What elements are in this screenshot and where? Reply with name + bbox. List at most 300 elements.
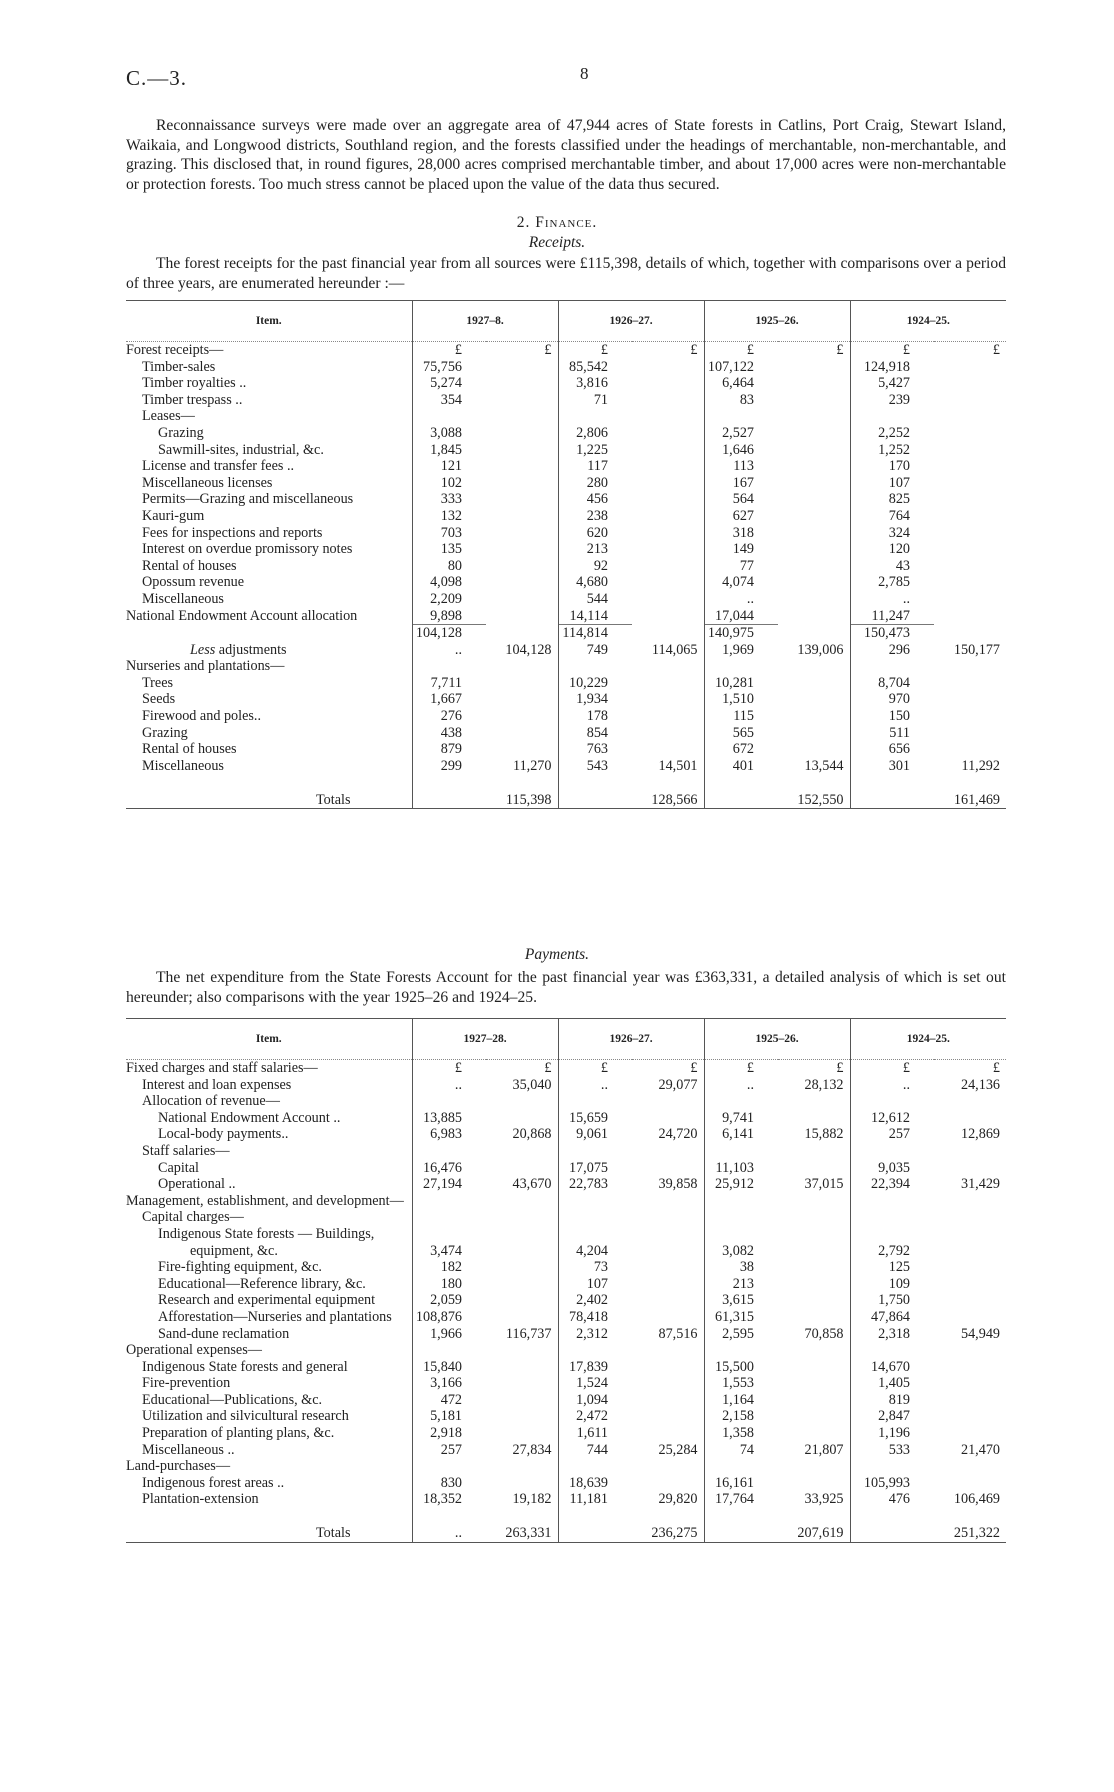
- row-label-text: Timber royalties ..: [142, 375, 247, 392]
- detail-value: 17,044: [704, 608, 778, 625]
- detail-value: 83: [704, 392, 778, 409]
- total-value: [632, 725, 704, 742]
- total-value: [632, 541, 704, 558]
- row-label-text: Sawmill-sites, industrial, &c.: [158, 441, 324, 458]
- total-value: 35,040: [512, 1076, 552, 1093]
- row-label-text: Miscellaneous: [142, 757, 224, 774]
- detail-value: 763: [558, 741, 632, 758]
- detail-value: 150: [850, 708, 934, 725]
- spacer-cell: [850, 774, 934, 784]
- total-value: [632, 525, 704, 542]
- detail-value: 1,252: [850, 442, 934, 459]
- total-value: [934, 1342, 1006, 1359]
- table-row: [126, 1342, 1006, 1359]
- total-value: [486, 558, 558, 575]
- total-value: [778, 658, 850, 675]
- row-label: [126, 1309, 412, 1326]
- total-value: [778, 525, 850, 542]
- row-label: [126, 541, 412, 558]
- total-value: 27,834: [512, 1441, 552, 1458]
- detail-value: 1,553: [704, 1375, 778, 1392]
- total-value: [934, 574, 1006, 591]
- detail-value: 2,209: [412, 591, 486, 608]
- total-value: [486, 1276, 558, 1293]
- table-row: [126, 741, 1006, 758]
- detail-value: 74: [704, 1442, 778, 1459]
- detail-value: [704, 658, 778, 675]
- detail-value: 544: [558, 591, 632, 608]
- row-label: [126, 608, 412, 625]
- detail-value: 239: [850, 392, 934, 409]
- table-row: [126, 458, 1006, 475]
- table-row: [126, 1408, 1006, 1425]
- detail-value: 1,358: [704, 1425, 778, 1442]
- total-value: 21,807: [804, 1441, 844, 1458]
- total-value: [486, 1209, 558, 1226]
- total-value: [486, 1193, 558, 1210]
- column-header-year: 1924–25.: [850, 301, 1006, 342]
- payments-paragraph: The net expenditure from the State Forests Account for the past financial year was £363,331, a detailed analysis of which is set out hereunder; also comparisons with the year 1925–26 and 1924–25.: [126, 969, 1006, 1006]
- row-label: [126, 1110, 412, 1127]
- column-header-year: 1926–27.: [558, 301, 704, 342]
- detail-value: 6,141: [704, 1126, 778, 1143]
- detail-value: 167: [704, 475, 778, 492]
- total-value: [632, 1143, 704, 1160]
- table-row: [126, 1209, 1006, 1226]
- detail-value: 17,075: [558, 1160, 632, 1177]
- total-value: 21,470: [960, 1441, 1000, 1458]
- row-label-text: Miscellaneous ..: [142, 1441, 235, 1458]
- detail-value: 2,792: [850, 1243, 934, 1260]
- total-value: [778, 458, 850, 475]
- total-value: [632, 1093, 704, 1110]
- row-label: [126, 1408, 412, 1425]
- total-value: [632, 1226, 704, 1243]
- row-label-text: Permits—Grazing and miscellaneous: [142, 491, 354, 508]
- row-label: [126, 1276, 412, 1293]
- total-value: [778, 625, 850, 642]
- detail-value: £: [850, 1060, 934, 1077]
- total-value: [632, 1375, 704, 1392]
- detail-value: 107: [850, 475, 934, 492]
- table-row: [126, 1392, 1006, 1409]
- detail-value: 9,035: [850, 1160, 934, 1177]
- total-value: [778, 442, 850, 459]
- total-value: 28,132: [804, 1076, 844, 1093]
- total-value: [934, 1408, 1006, 1425]
- row-label-text: Indigenous State forests and general: [142, 1358, 348, 1375]
- row-label: [126, 442, 412, 459]
- detail-value: 150,473: [850, 625, 934, 642]
- table-row: [126, 525, 1006, 542]
- detail-value: 73: [558, 1259, 632, 1276]
- detail-value: [850, 1226, 934, 1243]
- total-value: [934, 1359, 1006, 1376]
- spacer-cell: [934, 1508, 1006, 1518]
- row-label-text: Opossum revenue: [142, 574, 245, 591]
- detail-value: 2,252: [850, 425, 934, 442]
- detail-value: [412, 1458, 486, 1475]
- total-value: 33,925: [804, 1491, 844, 1508]
- total-value: [632, 1160, 704, 1177]
- total-value: [486, 1309, 558, 1326]
- total-value: [486, 425, 558, 442]
- column-header-year: 1926–27.: [558, 1019, 704, 1060]
- total-value: [778, 558, 850, 575]
- row-label-text: Timber trespass ..: [142, 391, 243, 408]
- row-label-text: Kauri-gum: [142, 507, 205, 524]
- total-value: £: [836, 342, 844, 358]
- total-value: [934, 541, 1006, 558]
- detail-value: [558, 1209, 632, 1226]
- total-value: [632, 475, 704, 492]
- total-value: [934, 625, 1006, 642]
- detail-value: ..: [704, 1077, 778, 1094]
- spacer-cell: [850, 1508, 934, 1518]
- table-row: [126, 1375, 1006, 1392]
- table-row: [126, 1442, 1006, 1459]
- total-value: [934, 1309, 1006, 1326]
- row-label-text: Totals: [316, 791, 351, 808]
- total-value: [934, 1375, 1006, 1392]
- detail-value: £: [704, 1060, 778, 1077]
- detail-value: 2,918: [412, 1425, 486, 1442]
- detail-value: 121: [412, 458, 486, 475]
- row-label-text: Management, establishment, and development—: [126, 1192, 404, 1209]
- detail-value: £: [558, 1060, 632, 1077]
- detail-value: 703: [412, 525, 486, 542]
- row-label: [126, 1342, 412, 1359]
- detail-value: 2,785: [850, 574, 934, 591]
- detail-value: 125: [850, 1259, 934, 1276]
- row-label-text: Less adjustments: [190, 641, 287, 658]
- row-label-text: Rental of houses: [142, 557, 237, 574]
- detail-value: [558, 1093, 632, 1110]
- total-value: 139,006: [797, 641, 844, 658]
- detail-value: £: [558, 342, 632, 359]
- spacer-cell: [934, 774, 1006, 784]
- total-value: [486, 1259, 558, 1276]
- spacer-cell: [778, 774, 850, 784]
- detail-value: 6,464: [704, 375, 778, 392]
- total-value: [778, 725, 850, 742]
- table-row: [126, 1060, 1006, 1077]
- total-value: £: [544, 342, 552, 358]
- spacer-cell: [412, 1508, 486, 1518]
- row-label: [126, 574, 412, 591]
- detail-value: 14,114: [558, 608, 632, 625]
- total-value: [934, 1259, 1006, 1276]
- row-label-text: Firewood and poles..: [142, 708, 262, 725]
- detail-value: 401: [704, 758, 778, 775]
- detail-value: ..: [412, 1518, 486, 1543]
- row-label: [126, 758, 412, 775]
- total-value: [632, 591, 704, 608]
- detail-value: 27,194: [412, 1176, 486, 1193]
- detail-value: 301: [850, 758, 934, 775]
- row-label-text: Operational ..: [158, 1176, 236, 1193]
- total-value: [934, 375, 1006, 392]
- detail-value: 135: [412, 541, 486, 558]
- total-value: 116,737: [505, 1325, 552, 1342]
- detail-value: [704, 1226, 778, 1243]
- detail-value: 15,659: [558, 1110, 632, 1127]
- total-value: [486, 725, 558, 742]
- detail-value: [412, 408, 486, 425]
- total-value: [632, 392, 704, 409]
- row-label: [126, 1160, 412, 1177]
- row-label-text: Land-purchases—: [126, 1458, 231, 1475]
- detail-value: [850, 658, 934, 675]
- row-label: [126, 1518, 412, 1543]
- total-value: [934, 658, 1006, 675]
- total-value: [486, 1392, 558, 1409]
- detail-value: [850, 408, 934, 425]
- detail-value: 120: [850, 541, 934, 558]
- row-label-text: Preparation of planting plans, &c.: [142, 1425, 335, 1442]
- spacer-cell: [126, 1508, 412, 1518]
- total-value: [486, 1292, 558, 1309]
- table-row: [126, 1160, 1006, 1177]
- row-label: [126, 392, 412, 409]
- total-value: [632, 658, 704, 675]
- spacer-cell: [632, 1508, 704, 1518]
- table-row: [126, 425, 1006, 442]
- row-label: [126, 1292, 412, 1309]
- total-value: [486, 675, 558, 692]
- total-value: [934, 1226, 1006, 1243]
- total-value: 12,869: [960, 1126, 1000, 1143]
- table-row: [126, 1326, 1006, 1343]
- detail-value: 71: [558, 392, 632, 409]
- total-value: [632, 1392, 704, 1409]
- total-value: [632, 625, 704, 642]
- total-value: [632, 508, 704, 525]
- detail-value: 472: [412, 1392, 486, 1409]
- total-value: 104,128: [505, 641, 552, 658]
- total-value: 13,544: [804, 757, 844, 774]
- row-label: [126, 625, 412, 642]
- detail-value: 333: [412, 491, 486, 508]
- detail-value: [558, 1193, 632, 1210]
- total-value: [632, 675, 704, 692]
- detail-value: 1,845: [412, 442, 486, 459]
- total-value: 54,949: [960, 1325, 1000, 1342]
- detail-value: 4,098: [412, 574, 486, 591]
- detail-value: 124,918: [850, 359, 934, 376]
- total-value: [778, 1375, 850, 1392]
- row-label: [126, 1475, 412, 1492]
- row-label: [126, 408, 412, 425]
- total-value: [486, 591, 558, 608]
- total-value: 115,398: [486, 784, 558, 809]
- total-value: [632, 1276, 704, 1293]
- total-value: [486, 1425, 558, 1442]
- table-row: [126, 1458, 1006, 1475]
- total-value: [632, 1243, 704, 1260]
- detail-value: 830: [412, 1475, 486, 1492]
- total-value: [632, 1408, 704, 1425]
- total-value: [632, 574, 704, 591]
- detail-value: 2,312: [558, 1326, 632, 1343]
- total-value: £: [690, 1060, 698, 1076]
- total-value: [486, 1458, 558, 1475]
- detail-value: [412, 1209, 486, 1226]
- total-value: [934, 591, 1006, 608]
- row-label-text: Sand-dune reclamation: [158, 1325, 290, 1342]
- detail-value: [704, 1342, 778, 1359]
- total-value: [486, 1143, 558, 1160]
- detail-value: 299: [412, 758, 486, 775]
- total-value: [778, 1425, 850, 1442]
- row-label-text: Grazing: [142, 724, 188, 741]
- total-value: 11,292: [961, 757, 1000, 774]
- detail-value: 25,912: [704, 1176, 778, 1193]
- row-label: [126, 708, 412, 725]
- detail-value: 182: [412, 1259, 486, 1276]
- detail-value: 3,088: [412, 425, 486, 442]
- spacer-row: [126, 1508, 1006, 1518]
- detail-value: [558, 1458, 632, 1475]
- total-value: 152,550: [778, 784, 850, 809]
- detail-value: 276: [412, 708, 486, 725]
- row-label: [126, 1193, 412, 1210]
- row-label: [126, 491, 412, 508]
- detail-value: 16,476: [412, 1160, 486, 1177]
- row-label-text: License and transfer fees ..: [142, 458, 295, 475]
- row-label: [126, 1442, 412, 1459]
- total-value: 20,868: [512, 1126, 552, 1143]
- detail-value: 17,764: [704, 1491, 778, 1508]
- receipts-paragraph: The forest receipts for the past financial year from all sources were £115,398, details of which, together with comparisons over a period of three years, are enumerated hereunder :—: [126, 255, 1006, 292]
- row-label: [126, 1491, 412, 1508]
- total-value: 11,270: [513, 757, 552, 774]
- detail-value: 15,500: [704, 1359, 778, 1376]
- total-value: [934, 691, 1006, 708]
- total-value: [486, 741, 558, 758]
- detail-value: 18,639: [558, 1475, 632, 1492]
- column-header-year: 1927–8.: [412, 301, 558, 342]
- row-label: [126, 1226, 412, 1243]
- total-value: [934, 1276, 1006, 1293]
- table-row: [126, 1259, 1006, 1276]
- detail-value: 15,840: [412, 1359, 486, 1376]
- row-label: [126, 458, 412, 475]
- detail-value: 85,542: [558, 359, 632, 376]
- total-value: [778, 1110, 850, 1127]
- total-value: [778, 1243, 850, 1260]
- total-value: [778, 608, 850, 625]
- detail-value: [412, 1093, 486, 1110]
- detail-value: 6,983: [412, 1126, 486, 1143]
- detail-value: 9,741: [704, 1110, 778, 1127]
- row-label-text: Interest on overdue promissory notes: [142, 541, 353, 558]
- table-row: [126, 475, 1006, 492]
- row-label-text: Fire-prevention: [142, 1375, 231, 1392]
- row-label-text: Plantation-extension: [142, 1491, 259, 1508]
- total-value: [486, 608, 558, 625]
- total-value: [934, 442, 1006, 459]
- detail-value: 92: [558, 558, 632, 575]
- total-value: [934, 675, 1006, 692]
- detail-value: 257: [412, 1442, 486, 1459]
- detail-value: ..: [850, 591, 934, 608]
- total-value: 236,275: [632, 1518, 704, 1543]
- total-value: [778, 1408, 850, 1425]
- detail-value: 3,082: [704, 1243, 778, 1260]
- table-row: [126, 1309, 1006, 1326]
- row-label: [126, 691, 412, 708]
- detail-value: [558, 1342, 632, 1359]
- detail-value: 104,128: [412, 625, 486, 642]
- total-value: [632, 1209, 704, 1226]
- row-label-text: Utilization and silvicultural research: [142, 1408, 349, 1425]
- row-label-text: Local-body payments..: [158, 1126, 289, 1143]
- detail-value: 354: [412, 392, 486, 409]
- detail-value: 109: [850, 1276, 934, 1293]
- total-value: 251,322: [934, 1518, 1006, 1543]
- total-value: 128,566: [632, 784, 704, 809]
- row-label-text: Grazing: [158, 424, 204, 441]
- detail-value: 2,402: [558, 1292, 632, 1309]
- total-value: [632, 1309, 704, 1326]
- total-value: [486, 625, 558, 642]
- detail-value: £: [704, 342, 778, 359]
- table-row: [126, 1143, 1006, 1160]
- detail-value: 2,158: [704, 1408, 778, 1425]
- detail-value: 213: [558, 541, 632, 558]
- total-value: [778, 1226, 850, 1243]
- total-value: [632, 1193, 704, 1210]
- detail-value: 16,161: [704, 1475, 778, 1492]
- table-row: [126, 541, 1006, 558]
- column-header-year: 1925–26.: [704, 301, 850, 342]
- table-row: [126, 691, 1006, 708]
- total-value: 114,065: [651, 641, 698, 658]
- detail-value: £: [412, 342, 486, 359]
- total-value: 24,720: [658, 1126, 698, 1143]
- row-label-text: Nurseries and plantations—: [126, 658, 285, 675]
- table-row: [126, 758, 1006, 775]
- detail-value: 2,595: [704, 1326, 778, 1343]
- detail-value: 257: [850, 1126, 934, 1143]
- total-value: [934, 475, 1006, 492]
- total-value: [632, 458, 704, 475]
- total-value: [934, 1392, 1006, 1409]
- detail-value: [558, 1518, 632, 1543]
- total-value: [486, 691, 558, 708]
- detail-value: 825: [850, 491, 934, 508]
- total-value: [632, 1342, 704, 1359]
- table-row: [126, 725, 1006, 742]
- table-row: [126, 625, 1006, 642]
- total-value: 161,469: [934, 784, 1006, 809]
- detail-value: 4,074: [704, 574, 778, 591]
- row-label: [126, 1143, 412, 1160]
- total-value: [778, 1193, 850, 1210]
- detail-value: 318: [704, 525, 778, 542]
- detail-value: [558, 784, 632, 809]
- row-label: [126, 342, 412, 359]
- total-value: [934, 1110, 1006, 1127]
- detail-value: 2,806: [558, 425, 632, 442]
- detail-value: 1,969: [704, 642, 778, 659]
- total-value: [486, 1093, 558, 1110]
- spacer-cell: [778, 1508, 850, 1518]
- total-value: [486, 525, 558, 542]
- row-label: [126, 1259, 412, 1276]
- detail-value: 4,680: [558, 574, 632, 591]
